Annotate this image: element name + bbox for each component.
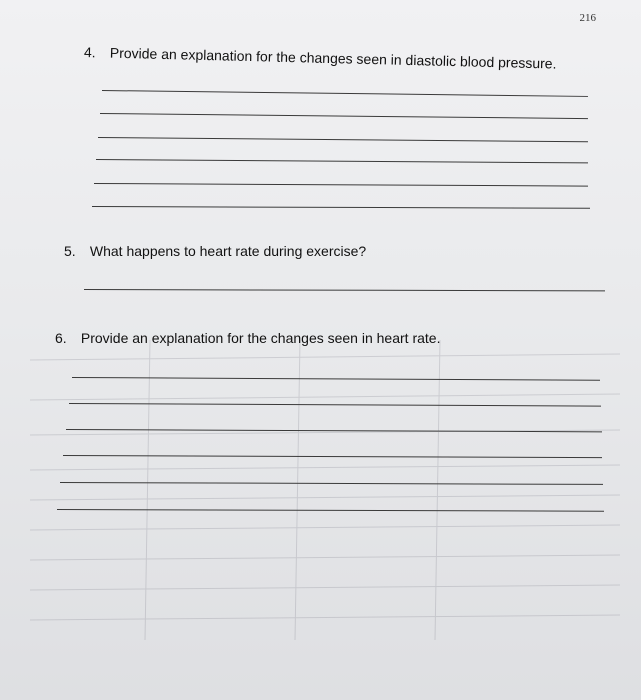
question-text: Provide an explanation for the changes seen in diastolic blood pressure. [109,44,557,72]
page-number: 216 [579,12,596,24]
answer-line[interactable] [100,113,588,119]
bleed-through-table [0,340,641,700]
question-number: 6. [55,330,67,346]
question-4 [84,44,557,72]
answer-line[interactable] [102,90,588,97]
question-number: 5. [64,243,76,259]
question-6 [55,330,440,346]
answer-line[interactable] [96,159,588,163]
question-5 [64,243,366,259]
answer-line[interactable] [84,289,605,291]
answer-line[interactable] [92,206,590,209]
answer-line[interactable] [94,183,588,187]
answer-line[interactable] [98,137,588,142]
question-number: 4. [83,44,96,61]
question-text: Provide an explanation for the changes seen in heart rate. [80,330,441,346]
question-text: What happens to heart rate during exercise? [89,243,367,259]
